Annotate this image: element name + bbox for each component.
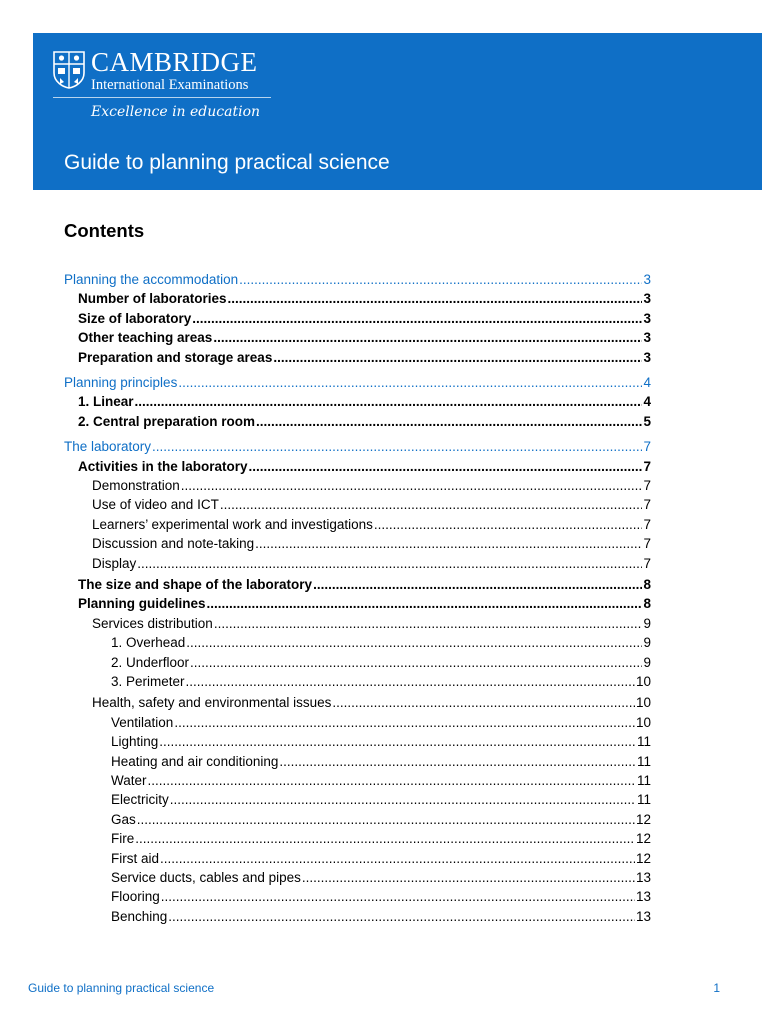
toc-entry-title: Number of laboratories	[78, 291, 227, 307]
toc-entry[interactable]	[111, 811, 651, 829]
toc-entry-page: 8	[643, 577, 651, 592]
toc-entry-title: Health, safety and environmental issues	[92, 695, 332, 711]
toc-dot-leader	[249, 458, 643, 476]
brand-divider	[53, 97, 271, 98]
toc-entry-title: 3. Perimeter	[111, 674, 185, 689]
toc-entry-title: Display	[92, 555, 137, 571]
toc-entry[interactable]	[92, 516, 651, 534]
toc-dot-leader	[135, 830, 635, 848]
toc-entry-page: 9	[643, 615, 651, 631]
toc-dot-leader	[186, 634, 642, 652]
toc-entry-page: 7	[643, 497, 651, 513]
toc-entry[interactable]	[111, 772, 651, 790]
toc-entry-title: Use of video and ICT	[92, 497, 219, 513]
toc-dot-leader	[228, 290, 643, 308]
footer-title: Guide to planning practical science	[28, 981, 215, 995]
toc-entry[interactable]	[111, 673, 651, 691]
toc-entry-title: 2. Central preparation room	[78, 413, 256, 429]
brand-subtitle: International Examinations	[91, 77, 249, 93]
toc-entry[interactable]	[92, 615, 651, 633]
toc-entry-page: 9	[643, 635, 651, 651]
toc-entry[interactable]	[78, 413, 651, 431]
toc-entry-page: 12	[635, 831, 651, 847]
toc-entry-page: 7	[643, 439, 651, 455]
toc-dot-leader	[137, 555, 642, 573]
toc-entry-title: Flooring	[111, 889, 160, 905]
toc-entry-page: 3	[643, 291, 651, 307]
toc-entry-page: 3	[643, 272, 651, 287]
toc-entry-page: 13	[635, 870, 651, 885]
header-banner	[33, 33, 762, 190]
toc-entry-title: Discussion and note-taking	[92, 536, 255, 552]
toc-entry[interactable]	[78, 458, 651, 476]
toc-dot-leader	[152, 438, 642, 456]
toc-dot-leader	[170, 791, 636, 809]
toc-dot-leader	[135, 393, 643, 411]
toc-entry-page: 7	[643, 478, 651, 493]
toc-entry-page: 5	[643, 413, 651, 429]
toc-dot-leader	[207, 595, 643, 613]
toc-dot-leader	[279, 753, 636, 771]
toc-entry[interactable]	[92, 694, 651, 712]
toc-entry-title: Planning the accommodation	[64, 272, 239, 287]
toc-entry-title: First aid	[111, 850, 160, 866]
toc-entry-title: 1. Linear	[78, 394, 134, 410]
toc-entry[interactable]	[92, 477, 651, 495]
toc-entry-page: 7	[643, 458, 651, 474]
toc-dot-leader	[186, 673, 635, 691]
toc-entry-title: Preparation and storage areas	[78, 349, 273, 365]
toc-entry-title: Fire	[111, 831, 135, 847]
toc-entry-page: 8	[643, 596, 651, 612]
toc-entry-title: The size and shape of the laboratory	[78, 577, 313, 592]
toc-entry-title: Activities in the laboratory	[78, 458, 248, 474]
toc-entry-page: 13	[635, 889, 651, 905]
toc-entry[interactable]	[111, 850, 651, 868]
toc-entry[interactable]	[111, 714, 651, 732]
toc-entry[interactable]	[111, 634, 651, 652]
toc-entry[interactable]	[78, 290, 651, 308]
toc-entry-title: Learners’ experimental work and investigations	[92, 516, 373, 532]
toc-entry-page: 11	[636, 734, 651, 750]
contents-heading: Contents	[64, 220, 145, 241]
toc-dot-leader	[192, 310, 642, 328]
toc-entry-page: 4	[643, 375, 651, 390]
cambridge-crest-icon	[53, 51, 85, 89]
toc-entry-page: 12	[635, 811, 651, 827]
toc-dot-leader	[137, 811, 635, 829]
footer-page-number: 1	[713, 981, 720, 995]
toc-entry-title: The laboratory	[64, 439, 152, 455]
brand-tagline: Excellence in education	[91, 104, 261, 120]
toc-dot-leader	[302, 869, 635, 887]
toc-dot-leader	[214, 615, 643, 633]
toc-entry-title: Lighting	[111, 734, 159, 750]
toc-entry-page: 11	[636, 753, 651, 769]
brand-name: CAMBRIDGE	[91, 47, 258, 77]
toc-entry-page: 12	[635, 850, 651, 866]
toc-dot-leader	[190, 654, 642, 672]
toc-entry-title: Planning guidelines	[78, 596, 206, 612]
toc-entry[interactable]	[92, 496, 651, 514]
toc-dot-leader	[256, 413, 642, 431]
toc-entry-title: Water	[111, 773, 147, 788]
toc-entry-page: 7	[643, 516, 651, 532]
toc-entry-page: 10	[635, 714, 651, 730]
toc-entry-page: 4	[643, 394, 651, 410]
toc-entry[interactable]	[111, 791, 651, 809]
toc-dot-leader	[273, 349, 642, 367]
toc-entry-page: 13	[635, 908, 651, 924]
toc-entry-page: 11	[636, 792, 651, 808]
toc-dot-leader	[332, 694, 635, 712]
toc-entry-page: 10	[635, 674, 651, 689]
toc-dot-leader	[168, 908, 635, 926]
toc-dot-leader	[374, 516, 643, 534]
toc-dot-leader	[159, 733, 636, 751]
toc-entry[interactable]	[92, 535, 651, 553]
toc-entry-page: 3	[643, 349, 651, 365]
document-title: Guide to planning practical science	[64, 151, 390, 174]
toc-entry[interactable]	[78, 310, 651, 328]
toc-entry[interactable]	[78, 595, 651, 613]
toc-entry[interactable]	[111, 888, 651, 906]
toc-dot-leader	[174, 714, 635, 732]
toc-entry-page: 3	[643, 310, 651, 326]
toc-entry[interactable]	[78, 576, 651, 594]
toc-entry-title: Planning principles	[64, 375, 178, 390]
toc-dot-leader	[313, 576, 642, 594]
toc-dot-leader	[160, 850, 635, 868]
toc-entry[interactable]	[111, 908, 651, 926]
toc-dot-leader	[255, 535, 642, 553]
toc-dot-leader	[148, 772, 636, 790]
toc-entry-title: Heating and air conditioning	[111, 753, 279, 769]
toc-entry-title: Gas	[111, 811, 136, 827]
toc-entry-page: 7	[643, 555, 651, 571]
toc-entry[interactable]	[64, 374, 651, 392]
toc-entry[interactable]	[78, 349, 651, 367]
toc-entry-title: 2. Underfloor	[111, 654, 190, 670]
toc-entry-title: Benching	[111, 908, 168, 924]
toc-entry-title: Demonstration	[92, 478, 180, 493]
toc-dot-leader	[239, 271, 642, 289]
toc-entry[interactable]	[111, 654, 651, 672]
toc-entry-title: Other teaching areas	[78, 330, 213, 346]
toc-entry-title: Services distribution	[92, 615, 213, 631]
toc-dot-leader	[213, 329, 642, 347]
toc-entry-title: Service ducts, cables and pipes	[111, 870, 301, 885]
toc-dot-leader	[178, 374, 642, 392]
toc-entry-title: 1. Overhead	[111, 635, 186, 651]
toc-entry[interactable]	[78, 393, 651, 411]
toc-entry[interactable]	[111, 753, 651, 771]
toc-dot-leader	[181, 477, 643, 495]
toc-entry[interactable]	[111, 733, 651, 751]
toc-dot-leader	[161, 888, 635, 906]
toc-entry[interactable]	[64, 271, 651, 289]
toc-entry-page: 9	[643, 654, 651, 670]
toc-entry-page: 11	[636, 773, 651, 788]
toc-entry[interactable]	[78, 329, 651, 347]
toc-entry-title: Ventilation	[111, 714, 174, 730]
toc-entry-title: Electricity	[111, 792, 169, 808]
toc-entry[interactable]	[64, 438, 651, 456]
toc-entry[interactable]	[111, 830, 651, 848]
toc-entry[interactable]	[111, 869, 651, 887]
toc-entry-title: Size of laboratory	[78, 310, 192, 326]
toc-entry-page: 3	[643, 330, 651, 346]
toc-dot-leader	[220, 496, 643, 514]
toc-entry[interactable]	[92, 555, 651, 573]
toc-entry-page: 7	[643, 536, 651, 552]
toc-entry-page: 10	[635, 695, 651, 711]
